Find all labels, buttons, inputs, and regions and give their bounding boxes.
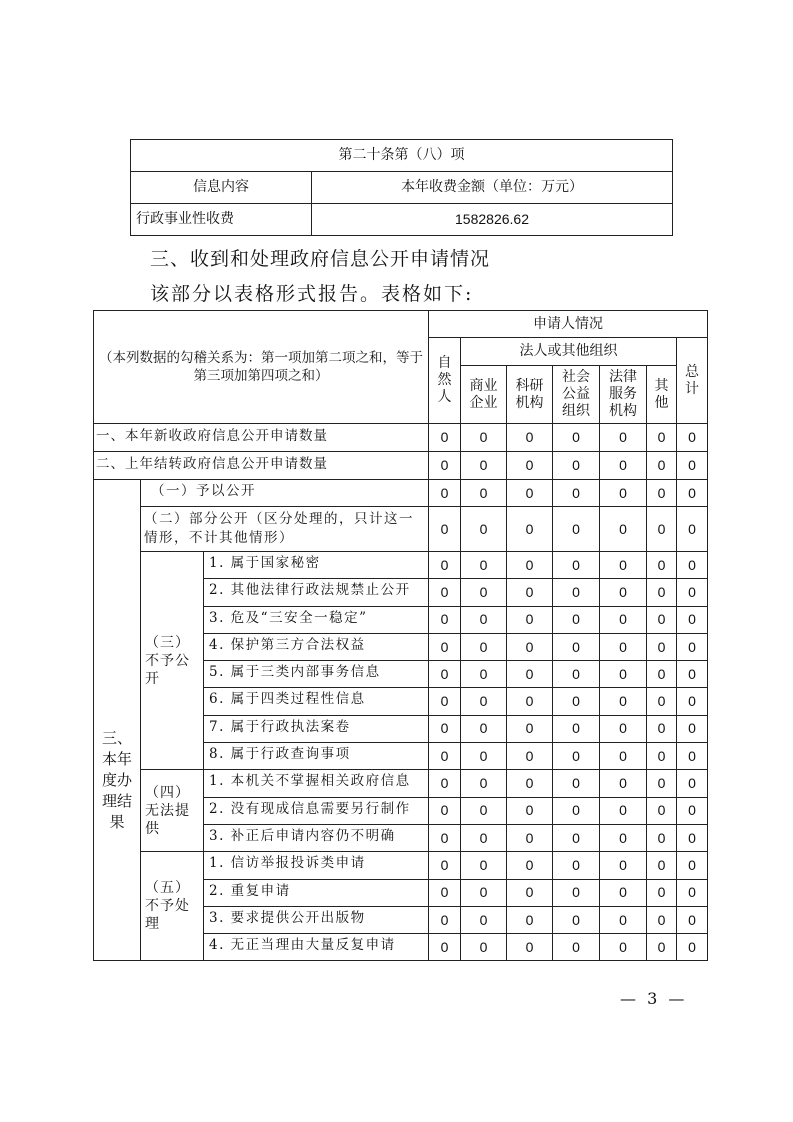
value-cell: 0 [677, 852, 708, 879]
value-cell: 0 [507, 452, 553, 480]
value-cell: 0 [507, 906, 553, 933]
value-cell: 0 [600, 688, 647, 715]
value-cell: 0 [507, 824, 553, 851]
value-cell: 0 [600, 879, 647, 906]
value-cell: 0 [429, 579, 461, 606]
value-cell: 0 [647, 688, 677, 715]
value-cell: 0 [461, 824, 507, 851]
column-header [553, 366, 600, 424]
value-cell: 0 [600, 507, 647, 552]
fee-header-content: 信息内容 [131, 172, 312, 204]
value-cell: 0 [461, 715, 507, 742]
value-cell: 0 [461, 906, 507, 933]
value-cell: 0 [507, 688, 553, 715]
value-cell: 0 [600, 424, 647, 452]
value-cell: 0 [461, 633, 507, 660]
value-cell: 0 [553, 715, 600, 742]
row-label: （二）部分公开（区分处理的，只计这一情形，不计其他情形） [141, 507, 429, 552]
value-cell: 0 [647, 824, 677, 851]
value-cell: 0 [553, 507, 600, 552]
value-cell: 0 [677, 552, 708, 579]
page-number: — 3 — [620, 989, 688, 1008]
row-label: 二、上年结转政府信息公开申请数量 [94, 452, 429, 480]
table-row [94, 770, 708, 797]
value-cell: 0 [461, 879, 507, 906]
value-cell: 0 [677, 480, 708, 507]
value-cell: 0 [461, 797, 507, 824]
value-cell: 0 [461, 743, 507, 770]
column-header-label: 社会公益组织 [562, 369, 590, 419]
value-cell: 0 [461, 770, 507, 797]
value-cell: 0 [553, 480, 600, 507]
value-cell: 0 [647, 906, 677, 933]
value-cell: 0 [461, 552, 507, 579]
row-label: 6. 属于四类过程性信息 [204, 688, 429, 715]
row-label: 4. 保护第三方合法权益 [204, 633, 429, 660]
total-label: 总计 [685, 363, 699, 397]
value-cell: 0 [600, 579, 647, 606]
section-heading: 三、收到和处理政府信息公开申请情况 [150, 248, 491, 270]
value-cell: 0 [461, 661, 507, 688]
value-cell: 0 [677, 633, 708, 660]
value-cell: 0 [507, 480, 553, 507]
value-cell: 0 [429, 770, 461, 797]
value-cell: 0 [553, 852, 600, 879]
fee-table-title: 第二十条第（八）项 [131, 140, 673, 172]
value-cell: 0 [507, 797, 553, 824]
value-cell: 0 [553, 452, 600, 480]
value-cell: 0 [429, 507, 461, 552]
value-cell: 0 [600, 824, 647, 851]
value-cell: 0 [677, 424, 708, 452]
value-cell: 0 [553, 579, 600, 606]
row-label: 7. 属于行政执法案卷 [204, 715, 429, 742]
value-cell: 0 [507, 934, 553, 961]
value-cell: 0 [507, 661, 553, 688]
value-cell: 0 [647, 633, 677, 660]
value-cell: 0 [600, 770, 647, 797]
row-label: 2. 没有现成信息需要另行制作 [204, 797, 429, 824]
value-cell: 0 [429, 480, 461, 507]
value-cell: 0 [600, 934, 647, 961]
group-label [141, 770, 204, 852]
column-header-label: 商业企业 [469, 377, 498, 411]
fee-header-amount: 本年收费金额（单位：万元） [312, 172, 673, 204]
row-label: 1. 本机关不掌握相关政府信息 [204, 770, 429, 797]
value-cell: 0 [553, 797, 600, 824]
result-section-label [94, 480, 141, 961]
table-row [94, 852, 708, 879]
value-cell: 0 [677, 770, 708, 797]
value-cell: 0 [507, 852, 553, 879]
table-row [94, 424, 708, 452]
fee-table [130, 139, 673, 236]
value-cell: 0 [600, 480, 647, 507]
value-cell: 0 [553, 824, 600, 851]
value-cell: 0 [461, 934, 507, 961]
value-cell: 0 [677, 452, 708, 480]
row-label: 2. 重复申请 [204, 879, 429, 906]
value-cell: 0 [600, 797, 647, 824]
value-cell: 0 [553, 743, 600, 770]
value-cell: 0 [429, 852, 461, 879]
value-cell: 0 [677, 906, 708, 933]
value-cell: 0 [507, 424, 553, 452]
value-cell: 0 [429, 824, 461, 851]
value-cell: 0 [507, 770, 553, 797]
value-cell: 0 [553, 661, 600, 688]
value-cell: 0 [647, 743, 677, 770]
value-cell: 0 [677, 715, 708, 742]
row-label: （一）予以公开 [141, 480, 429, 507]
column-header [600, 366, 647, 424]
column-header [507, 366, 553, 424]
value-cell: 0 [600, 715, 647, 742]
row-label: 3. 要求提供公开出版物 [204, 906, 429, 933]
value-cell: 0 [429, 452, 461, 480]
value-cell: 0 [429, 688, 461, 715]
value-cell: 0 [647, 879, 677, 906]
value-cell: 0 [429, 661, 461, 688]
value-cell: 0 [507, 879, 553, 906]
value-cell: 0 [647, 661, 677, 688]
row-label: 3. 补正后申请内容仍不明确 [204, 824, 429, 851]
table-row [94, 507, 708, 552]
value-cell: 0 [507, 507, 553, 552]
group-label [141, 552, 204, 770]
value-cell: 0 [553, 770, 600, 797]
value-cell: 0 [677, 606, 708, 633]
value-cell: 0 [600, 606, 647, 633]
value-cell: 0 [461, 688, 507, 715]
row-label: 1. 属于国家秘密 [204, 552, 429, 579]
value-cell: 0 [507, 606, 553, 633]
value-cell: 0 [677, 824, 708, 851]
value-cell: 0 [553, 879, 600, 906]
value-cell: 0 [429, 424, 461, 452]
fee-row-value: 1582826.62 [312, 204, 673, 236]
value-cell: 0 [600, 661, 647, 688]
value-cell: 0 [600, 743, 647, 770]
applicant-header: 申请人情况 [429, 311, 708, 338]
value-cell: 0 [647, 480, 677, 507]
value-cell: 0 [600, 906, 647, 933]
value-cell: 0 [553, 934, 600, 961]
value-cell: 0 [553, 606, 600, 633]
value-cell: 0 [507, 552, 553, 579]
value-cell: 0 [600, 452, 647, 480]
value-cell: 0 [677, 934, 708, 961]
value-cell: 0 [677, 743, 708, 770]
group-label-text: （四）无法提供 [145, 784, 190, 837]
value-cell: 0 [461, 507, 507, 552]
value-cell: 0 [647, 852, 677, 879]
row-label: 1. 信访举报投诉类申请 [204, 852, 429, 879]
natural-person-header [429, 338, 461, 424]
row-label: 5. 属于三类内部事务信息 [204, 661, 429, 688]
fee-table-row [131, 204, 673, 236]
natural-person-label: 自然人 [437, 355, 452, 405]
value-cell: 0 [553, 906, 600, 933]
column-header [647, 366, 677, 424]
value-cell: 0 [647, 424, 677, 452]
legal-group-header: 法人或其他组织 [461, 338, 677, 366]
value-cell: 0 [677, 797, 708, 824]
value-cell: 0 [553, 552, 600, 579]
value-cell: 0 [647, 579, 677, 606]
group-label [141, 852, 204, 961]
value-cell: 0 [507, 633, 553, 660]
value-cell: 0 [507, 715, 553, 742]
intro-text: 该部分以表格形式报告。表格如下: [150, 283, 474, 305]
fee-table-title-row [131, 140, 673, 172]
value-cell: 0 [647, 507, 677, 552]
header-row-1 [94, 311, 708, 338]
row-label: 3. 危及“三安全一稳定” [204, 606, 429, 633]
value-cell: 0 [461, 424, 507, 452]
value-cell: 0 [677, 579, 708, 606]
value-cell: 0 [507, 579, 553, 606]
value-cell: 0 [429, 606, 461, 633]
row-label: 4. 无正当理由大量反复申请 [204, 934, 429, 961]
result-section-text: 三、本年度办理结果 [102, 728, 133, 831]
value-cell: 0 [647, 797, 677, 824]
value-cell: 0 [461, 852, 507, 879]
value-cell: 0 [429, 879, 461, 906]
value-cell: 0 [507, 743, 553, 770]
value-cell: 0 [600, 552, 647, 579]
group-label-text: （三）不予公开 [145, 634, 190, 687]
value-cell: 0 [677, 688, 708, 715]
value-cell: 0 [461, 579, 507, 606]
value-cell: 0 [600, 633, 647, 660]
value-cell: 0 [677, 879, 708, 906]
value-cell: 0 [647, 452, 677, 480]
row-label: 一、本年新收政府信息公开申请数量 [94, 424, 429, 452]
column-header-label: 科研机构 [515, 377, 544, 411]
value-cell: 0 [647, 934, 677, 961]
value-cell: 0 [647, 552, 677, 579]
value-cell: 0 [461, 480, 507, 507]
column-header-label: 其他 [654, 377, 669, 411]
table-row [94, 552, 708, 579]
value-cell: 0 [429, 552, 461, 579]
value-cell: 0 [429, 633, 461, 660]
value-cell: 0 [553, 688, 600, 715]
value-cell: 0 [429, 797, 461, 824]
column-header [461, 366, 507, 424]
row-label: 8. 属于行政查询事项 [204, 743, 429, 770]
value-cell: 0 [647, 715, 677, 742]
value-cell: 0 [461, 452, 507, 480]
value-cell: 0 [647, 606, 677, 633]
group-label-text: （五）不予处理 [145, 880, 190, 933]
fee-row-label: 行政事业性收费 [131, 204, 312, 236]
table-row [94, 452, 708, 480]
column-header-label: 法律服务机构 [609, 369, 637, 419]
value-cell: 0 [677, 507, 708, 552]
value-cell: 0 [461, 606, 507, 633]
value-cell: 0 [429, 906, 461, 933]
table-row [94, 480, 708, 507]
relation-note: （本列数据的勾稽关系为：第一项加第二项之和，等于第三项加第四项之和） [94, 311, 429, 424]
row-label: 2. 其他法律行政法规禁止公开 [204, 579, 429, 606]
value-cell: 0 [647, 770, 677, 797]
request-table [93, 310, 708, 961]
fee-table-header-row [131, 172, 673, 204]
value-cell: 0 [429, 934, 461, 961]
value-cell: 0 [429, 743, 461, 770]
value-cell: 0 [553, 424, 600, 452]
value-cell: 0 [677, 661, 708, 688]
value-cell: 0 [600, 852, 647, 879]
total-header [677, 338, 708, 424]
value-cell: 0 [553, 633, 600, 660]
value-cell: 0 [429, 715, 461, 742]
